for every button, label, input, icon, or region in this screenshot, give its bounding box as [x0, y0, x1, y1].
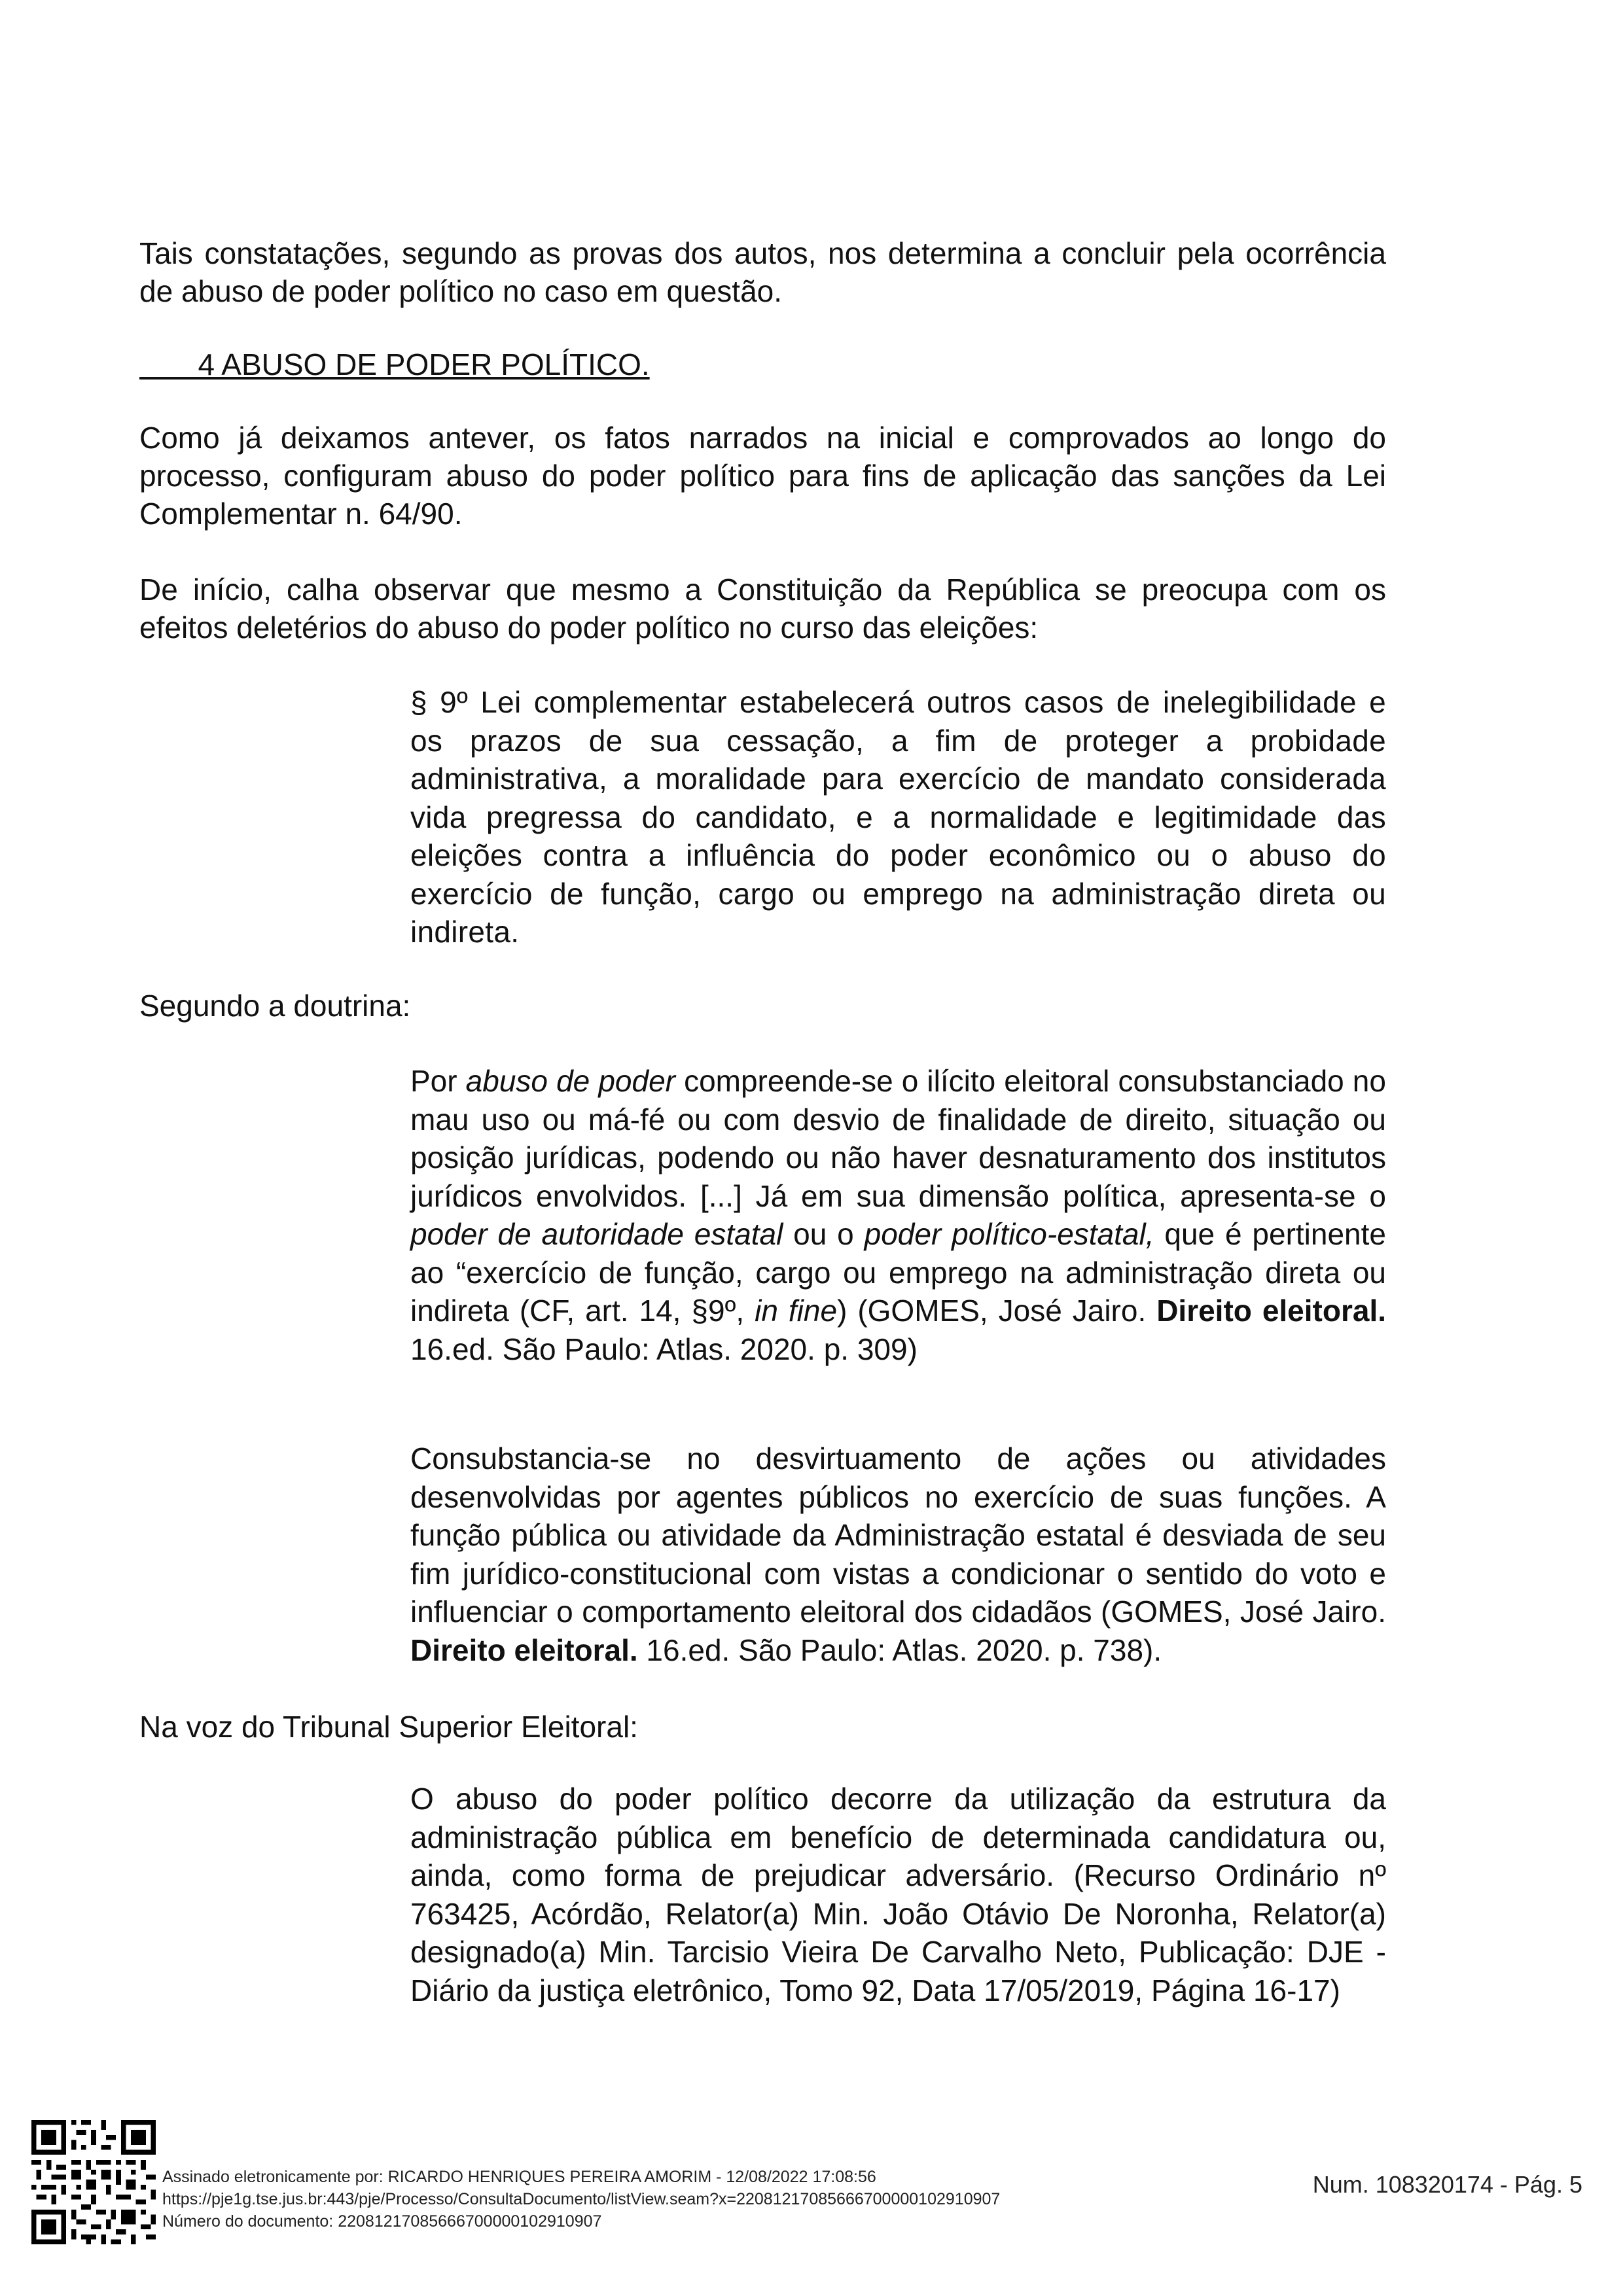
paragraph-conclusion: Tais constatações, segundo as provas dos autos, nos determina a concluir pela ocorrência de abuso de poder político no caso em questão.: [139, 236, 1386, 308]
quote3-text-a: Consubstancia-se no desvirtuamento de ações ou atividades desenvolvidas por agentes públicos no exercício de suas funções. A função pública ou atividade da Administração estatal é desviada de seu fim jurídico-constitucional com vistas a condicionar o sentido do voto e influenciar o comportamento eleitoral dos cidadãos (GOMES, José Jairo.: [410, 1441, 1386, 1629]
section-heading: [139, 345, 650, 383]
quote-doctrine-1: [410, 1062, 1386, 1368]
quote3-text-c: 16.ed. São Paulo: Atlas. 2020. p. 738).: [637, 1633, 1162, 1667]
signature-block: [162, 2166, 1000, 2233]
quote2-italic-poder-politico: poder político-estatal,: [864, 1217, 1154, 1251]
quote2-text-k: 16.ed. São Paulo: Atlas. 2020. p. 309): [410, 1332, 918, 1366]
document-url-line[interactable]: https://pje1g.tse.jus.br:443/pje/Processo/ConsultaDocumento/listView.seam?x=22081217085666700000102910907: [162, 2190, 1001, 2208]
quote2-italic-abuso: abuso de poder: [465, 1064, 675, 1098]
quote2-italic-poder-autoridade: poder de autoridade estatal: [410, 1217, 783, 1251]
quote-tse: O abuso do poder político decorre da utilização da estrutura da administração pública em benefício de determinada candidatura ou, ainda, como forma de prejudicar adversário. (Recurso Ordinário nº 763425, Acórdão, Relator(a) Min. João Otávio De Noronha, Relator(a) designado(a) Min. Tarcisio Vieira De Carvalho Neto, Publicação: DJE - Diário da justiça eletrônico, Tomo 92, Data 17/05/2019, Página 16-17): [410, 1782, 1386, 2007]
heading-text: 4 ABUSO DE PODER POLÍTICO.: [198, 347, 650, 381]
quote2-text-c: compreende-se o ilícito eleitoral consubstanciado no mau uso ou má-fé ou com desvio de finalidade de direito, situação ou posição jurídicas, podendo ou não haver desnaturamento dos institutos jurídicos envolvidos. [...] Já em sua dimensão política, apresenta-se o: [410, 1064, 1386, 1213]
paragraph-intro: Como já deixamos antever, os fatos narrados na inicial e comprovados ao longo do processo, configuram abuso do poder político para fins de aplicação das sanções da Lei Complementar n. 64/90.: [139, 421, 1386, 531]
quote2-bold-title: Direito eleitoral.: [1156, 1294, 1387, 1328]
label-doctrine: Segundo a doutrina:: [139, 989, 411, 1023]
heading-indent: [139, 347, 198, 381]
qr-code-icon: [31, 2120, 156, 2244]
quote2-text-g: que é pertinente ao “exercício de função, cargo ou emprego na administração direta ou indireta (CF, art. 14, §9º,: [410, 1217, 1387, 1328]
quote2-text-a: Por: [410, 1064, 466, 1098]
label-tse: Na voz do Tribunal Superior Eleitoral:: [139, 1710, 638, 1744]
quote3-bold-title: Direito eleitoral.: [410, 1633, 638, 1667]
paragraph-constitution: De início, calha observar que mesmo a Constituição da República se preocupa com os efeitos deletérios do abuso do poder político no curso das eleições:: [139, 573, 1386, 645]
quote2-italic-in-fine: in fine: [755, 1294, 838, 1328]
signed-by-line: Assinado eletronicamente por: RICARDO HENRIQUES PEREIRA AMORIM - 12/08/2022 17:08:56: [162, 2168, 876, 2186]
quote-doctrine-2: [410, 1439, 1386, 1669]
quote2-text-i: ) (GOMES, José Jairo.: [837, 1294, 1157, 1328]
document-number-line: Número do documento: 22081217085666700000102910907: [162, 2212, 602, 2231]
quote-constitution: § 9º Lei complementar estabelecerá outros casos de inelegibilidade e os prazos de sua cessação, a fim de proteger a probidade administrativa, a moralidade para exercício de mandato considerada vida pregressa do candidato, e a normalidade e legitimidade das eleições contra a influência do poder econômico ou o abuso do exercício de função, cargo ou emprego na administração direta ou indireta.: [410, 685, 1386, 949]
quote2-text-e: ou o: [783, 1217, 865, 1251]
page-number: Num. 108320174 - Pág. 5: [1312, 2171, 1582, 2198]
